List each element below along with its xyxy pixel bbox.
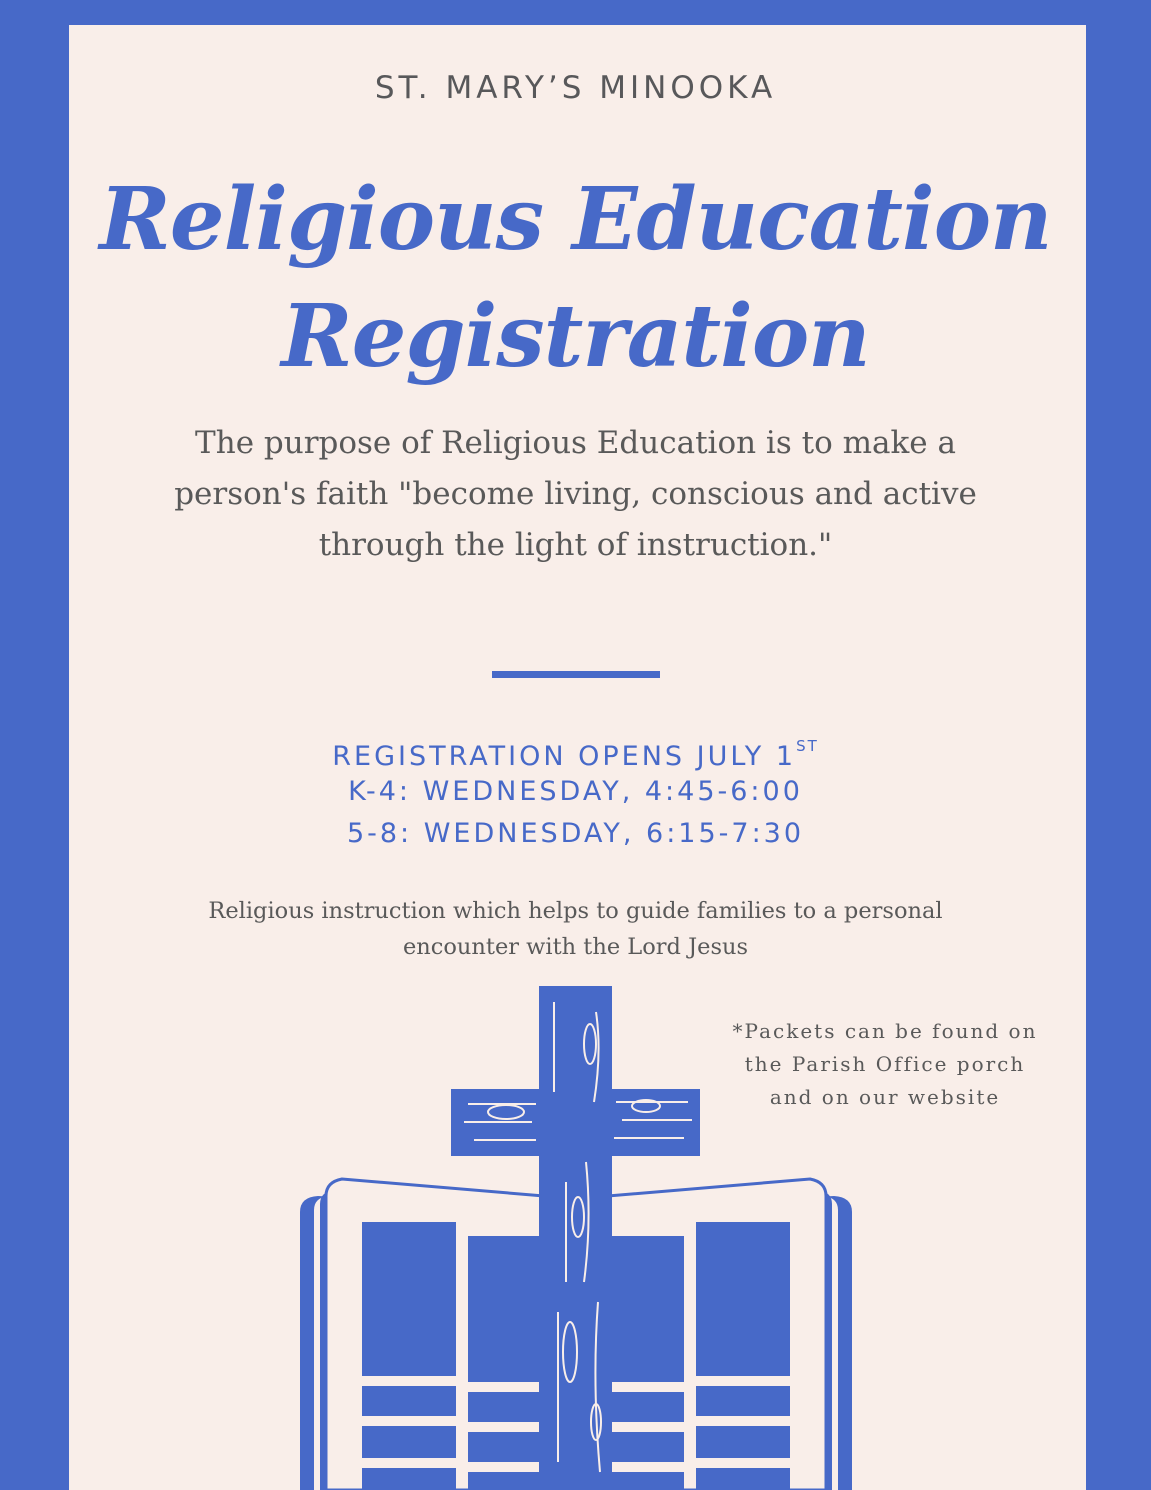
purpose-paragraph: The purpose of Religious Education is to make a person's faith "become living, conscious and active through the light of instruction.": [174, 425, 977, 563]
parish-name: ST. MARY’S MINOOKA: [374, 70, 777, 106]
title-line-1: Religious Education: [99, 169, 1052, 270]
packets-note: *Packets can be found on the Parish Office porch and on our website: [732, 1019, 1038, 1109]
tagline: Religious instruction which helps to guide families to a personal encounter with the Lord Jesus: [208, 898, 943, 960]
divider: [492, 671, 660, 678]
title-line-2: Registration: [281, 286, 870, 387]
registration-opens-suffix: ST: [796, 737, 819, 755]
cross-and-book-illustration: [296, 982, 856, 1490]
registration-opens-text: REGISTRATION OPENS JULY 1: [332, 741, 797, 772]
schedule-k4: K-4: WEDNESDAY, 4:45-6:00: [348, 776, 803, 807]
schedule-5-8: 5-8: WEDNESDAY, 6:15-7:30: [346, 818, 805, 849]
